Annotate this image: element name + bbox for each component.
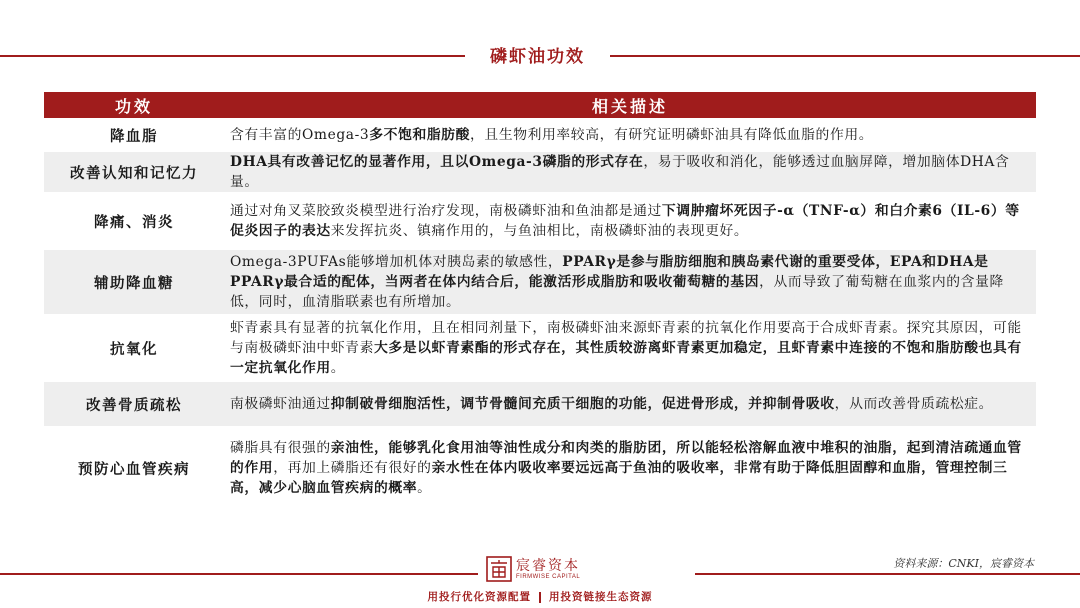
description-text [230, 152, 1030, 192]
description-segment: 。 [417, 480, 432, 496]
description-text [230, 318, 1030, 378]
description-segment: 含有丰富的Omega-3 [230, 127, 370, 143]
description-text [230, 125, 873, 145]
description-emphasis: 亲油性，能够乳化食用油等油性成分和肉类的脂肪团，所以能轻松溶解血液中堆积的油脂，起到清洁疏通血管的作用 [230, 440, 1022, 476]
description-text [230, 394, 993, 414]
description-cell [224, 122, 1036, 148]
description-emphasis: 下调肿瘤坏死因子-α（TNF-α）和白介素6（IL-6）等促炎因子的表达 [230, 203, 1020, 239]
description-cell [224, 196, 1036, 246]
description-segment: ，易于吸收和消化，能够透过血脑屏障，增加脑体DHA含量。 [230, 154, 1010, 190]
description-emphasis: 多不饱和脂肪酸 [369, 127, 471, 143]
firmwise-logo-icon [486, 556, 512, 582]
table-row [44, 382, 1036, 426]
slogan-left: 用投行优化资源配置 [427, 591, 531, 603]
description-segment: ，从而改善骨质疏松症。 [834, 396, 994, 412]
description-cell [224, 152, 1036, 192]
table-row [44, 122, 1036, 148]
effects-table [44, 92, 1036, 506]
description-emphasis: PPARγ是参与脂肪细胞和胰岛素代谢的重要受体，EPA和DHA是PPARγ最合适的配体，当两者在体内结合后，能激活形成脂肪和吸收葡萄糖的基因 [230, 254, 989, 290]
table-row [44, 152, 1036, 192]
footer-slogan [0, 589, 1080, 604]
description-text [230, 252, 1030, 312]
description-cell [224, 430, 1036, 506]
effect-cell: 辅助降血糖 [44, 250, 224, 314]
description-cell [224, 382, 1036, 426]
description-emphasis: DHA具有改善记忆的显著作用，且以Omega-3磷脂的形式存在 [230, 154, 644, 170]
table-row [44, 430, 1036, 506]
header-effect: 功效 [114, 96, 153, 116]
effect-cell: 降痛、消炎 [94, 213, 174, 231]
effect-cell: 降血脂 [110, 127, 158, 145]
effect-cell: 改善骨质疏松 [44, 382, 224, 426]
effect-cell: 预防心血管疾病 [78, 460, 190, 478]
header-description: 相关描述 [591, 96, 668, 116]
table-row [44, 318, 1036, 378]
footer-divider-right [695, 573, 1080, 575]
company-logo [486, 556, 580, 582]
description-segment: ，再加上磷脂还有很好的 [273, 460, 432, 476]
description-segment: 。 [330, 360, 346, 376]
description-emphasis: 大多是以虾青素酯的形式存在，其性质较游离虾青素更加稳定，且虾青素中连接的不饱和脂肪酸也具有一定抗氧化作用 [230, 340, 1022, 376]
description-segment: 磷脂具有很强的 [230, 440, 331, 456]
footer-divider-left [0, 573, 478, 575]
source-note: 资料来源：CNKI，宸睿资本 [893, 557, 1034, 570]
description-segment: ，从而导致了葡萄糖在血浆内的含量降低，同时，血清脂联素也有所增加。 [230, 274, 1004, 310]
description-text [230, 201, 1030, 241]
description-segment: Omega-3PUFAs能够增加机体对胰岛素的敏感性， [230, 254, 563, 270]
description-segment: 南极磷虾油通过 [230, 396, 331, 412]
description-emphasis: 亲水性在体内吸收率要远远高于鱼油的吸收率，非常有助于降低胆固醇和血脂，管理控制三高，减少心脑血管疾病的概率 [230, 460, 1008, 496]
description-emphasis: 抑制破骨细胞活性，调节骨髓间充质干细胞的功能，促进骨形成，并抑制骨吸收 [330, 396, 835, 412]
title-divider-left [0, 55, 465, 57]
description-cell [224, 250, 1036, 314]
table-row [44, 196, 1036, 246]
slogan-separator [539, 592, 541, 603]
table-row [44, 250, 1036, 314]
logo-chinese-name: 宸睿资本 [516, 558, 580, 574]
description-segment: 通过对角叉菜胶致炎模型进行治疗发现，南极磷虾油和鱼油都是通过 [230, 203, 662, 219]
description-cell [224, 318, 1036, 378]
slogan-right: 用投资链接生态资源 [549, 591, 653, 603]
description-segment: 虾青素具有显著的抗氧化作用，且在相同剂量下，南极磷虾油来源虾青素的抗氧化作用要高于合成虾青素。探究其原因，可能与南极磷虾油中虾青素 [230, 320, 1022, 356]
table-header [44, 92, 1036, 118]
description-segment: ，且生物利用率较高，有研究证明磷虾油具有降低血脂的作用。 [470, 127, 874, 143]
title-divider-right [610, 55, 1080, 57]
effect-cell: 抗氧化 [110, 340, 158, 358]
logo-english-name: FIRMWISE CAPITAL [516, 574, 581, 580]
page-title: 磷虾油功效 [490, 47, 585, 67]
table-body [44, 122, 1036, 506]
effect-cell: 改善认知和记忆力 [44, 152, 224, 192]
description-text [230, 438, 1030, 498]
description-segment: 来发挥抗炎、镇痛作用的，与鱼油相比，南极磷虾油的表现更好。 [330, 223, 749, 239]
